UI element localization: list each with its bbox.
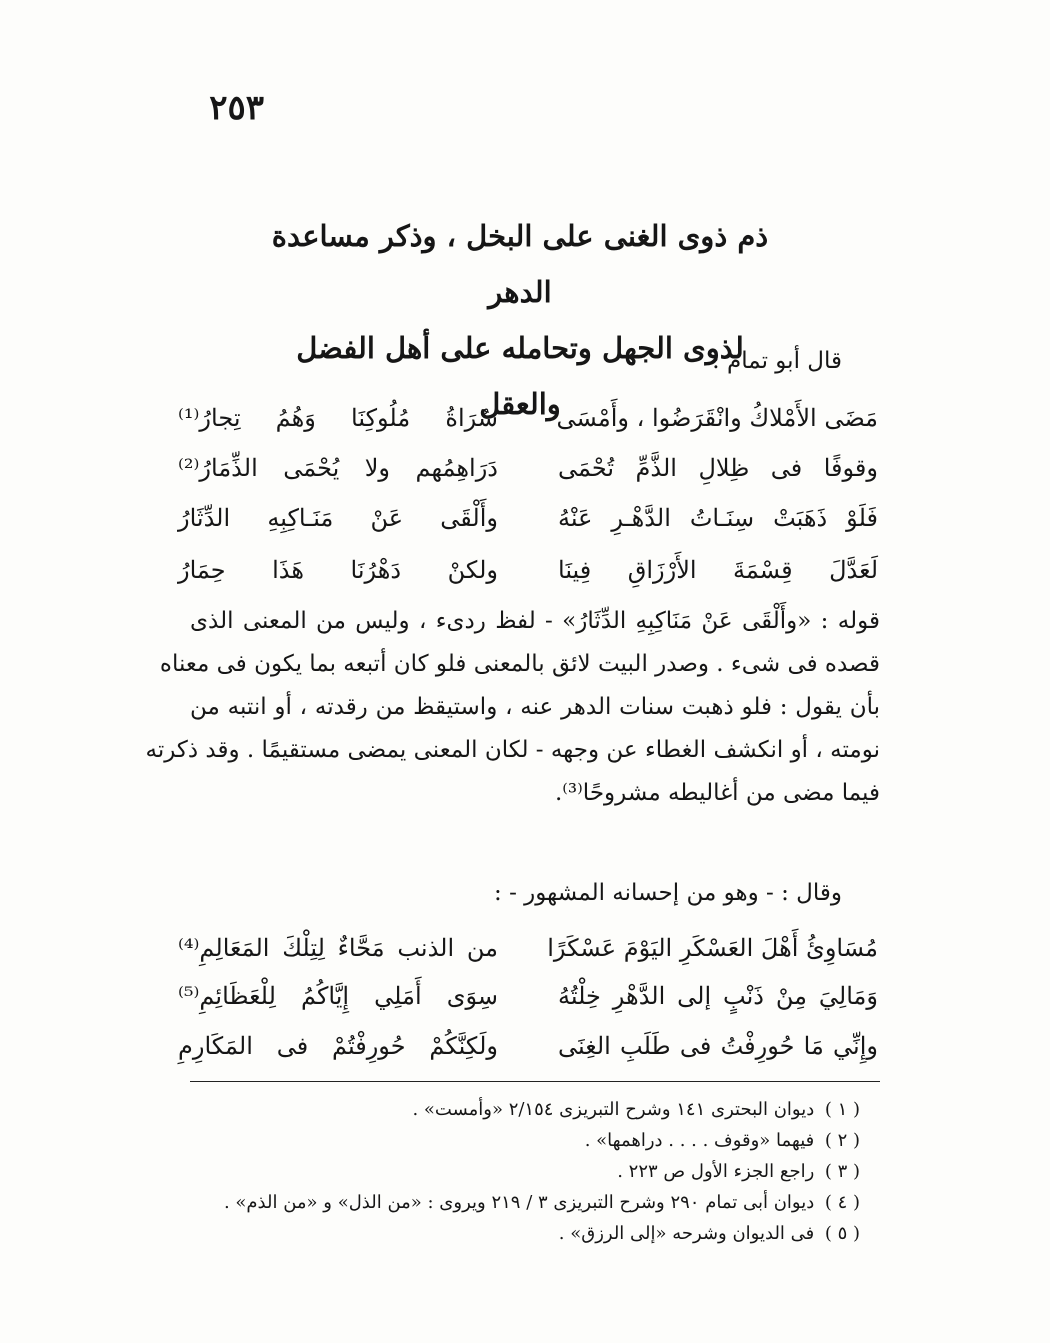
commentary-paragraph [145, 600, 880, 815]
verse-first-hemistich: وَمَالِيَ مِنْ ذَنْبٍ إلى الدَّهْرِ خِلْتُهُ [558, 982, 878, 1010]
footnote-text: فيهما «وقوف . . . . دراهمها» . [584, 1130, 815, 1151]
verse-second-hemistich: ولَكِنَّكُمْ حُورِفْتُمْ فى المَكَارِمِ [178, 1032, 498, 1060]
poem-intro-2: وقال : - وهو من إحسانه المشهور - : [494, 880, 842, 906]
verse-second-hemistich: ولكنْ دَهْرُنَا هَذَا حِمَارُ [178, 556, 498, 584]
commentary-line: قصده فى شىء . وصدر البيت لائق بالمعنى فلو كان أتبعه بما يكون فى معناه [159, 651, 880, 677]
poem-intro-1: قال أبو تمام : [711, 348, 842, 374]
footnote-number: ( ٥ ) [824, 1223, 860, 1244]
verse [178, 546, 878, 594]
footnote-text: ديوان أبى تمام ٢٩٠ وشرح التبريزى ٣ / ٢١٩ ويروى : «من الذل» و «من الذم» . [223, 1192, 815, 1213]
footnote-text: فى الديوان وشرحه «إلى الرزق» . [558, 1223, 815, 1244]
verse [178, 494, 878, 542]
footnote [200, 1218, 860, 1249]
commentary-line: بأن يقول : فلو ذهبت سنات الدهر عنه ، واستيقظ من رقدته ، أو انتبه من [190, 694, 880, 720]
footnote-number: ( ٢ ) [824, 1130, 860, 1151]
verse-second-hemistich: وأَلْقَى عَنْ مَنَـاكِبِهِ الدِّثَارُ [178, 504, 498, 532]
commentary-line: نومته ، أو انكشف الغطاء عن وجهه - لكان المعنى يمضى مستقيمًا . وقد ذكرته [145, 737, 880, 763]
verse-first-hemistich: وإِنِّي مَا حُورِفْتُ فى طَلَبِ الغِنَى [558, 1032, 878, 1060]
commentary-line: قوله : «وأَلْقَى عَنْ مَنَاكِبِهِ الدِّثَارُ» - لفظ ردىء ، وليس من المعنى الذى [190, 608, 880, 634]
verse [178, 924, 878, 972]
footnote [200, 1156, 860, 1187]
footnotes [200, 1094, 860, 1249]
verse [178, 1022, 878, 1070]
verse [178, 972, 878, 1020]
footnote-text: راجع الجزء الأول ص ٢٢٣ . [617, 1161, 815, 1182]
chapter-title-line-1: ذم ذوى الغنى على البخل ، وذكر مساعدة الدهر [271, 219, 769, 309]
verse-first-hemistich: وقوفًا فى ظِلالِ الذَّمِّ تُحْمَى [558, 454, 878, 482]
verse-first-hemistich: لَعَدَّلَ قِسْمَةَ الأَرْزَاقِ فِينَا [558, 556, 878, 584]
footnote-text: ديوان البحترى ١٤١ وشرح التبريزى ٢/١٥٤ «وأمست» . [412, 1099, 815, 1120]
chapter-title-line-2: لذوى الجهل وتحامله على أهل الفضل والعقل [296, 331, 744, 421]
verse-second-hemistich: سُرَاةُ مُلُوكِنَا وَهُمُ تِجارُ⁽¹⁾ [178, 404, 498, 432]
verse-second-hemistich: سِوَى أَمَلِي إِيَّاكُمُ لِلْعَظَائِمِ⁽⁵⁾ [178, 982, 498, 1010]
footnote-number: ( ٤ ) [824, 1192, 860, 1213]
verse-first-hemistich: فَلَوْ ذَهَبَتْ سِنَـاتُ الدَّهْـرِ عَنْهُ [558, 504, 878, 532]
footnote-number: ( ٣ ) [824, 1161, 860, 1182]
footnote [200, 1187, 860, 1218]
footnote [200, 1125, 860, 1156]
verse-second-hemistich: دَرَاهِمُهم ولا يُحْمَى الذِّمَارُ⁽²⁾ [178, 454, 498, 482]
page-number: ٢٥٣ [209, 88, 264, 128]
footnote-number: ( ١ ) [824, 1099, 860, 1120]
verse-first-hemistich: مُسَاوِئُ أَهْلَ العَسْكَرِ اليَوْمَ عَسْكَرًا [547, 934, 878, 962]
verse [178, 394, 878, 442]
commentary-line: فيما مضى من أغاليطه مشروحًا⁽³⁾. [554, 780, 880, 806]
verse-second-hemistich: من الذنب مَحَّاءٌ لِتِلْكَ المَعَالِمِ⁽⁴⁾ [178, 934, 498, 962]
verse-first-hemistich: مَضَى الأَمْلاكُ وانْقَرَضُوا ، وأَمْسَى [556, 404, 878, 432]
footnote-divider [190, 1081, 880, 1082]
footnote [200, 1094, 860, 1125]
verse [178, 444, 878, 492]
